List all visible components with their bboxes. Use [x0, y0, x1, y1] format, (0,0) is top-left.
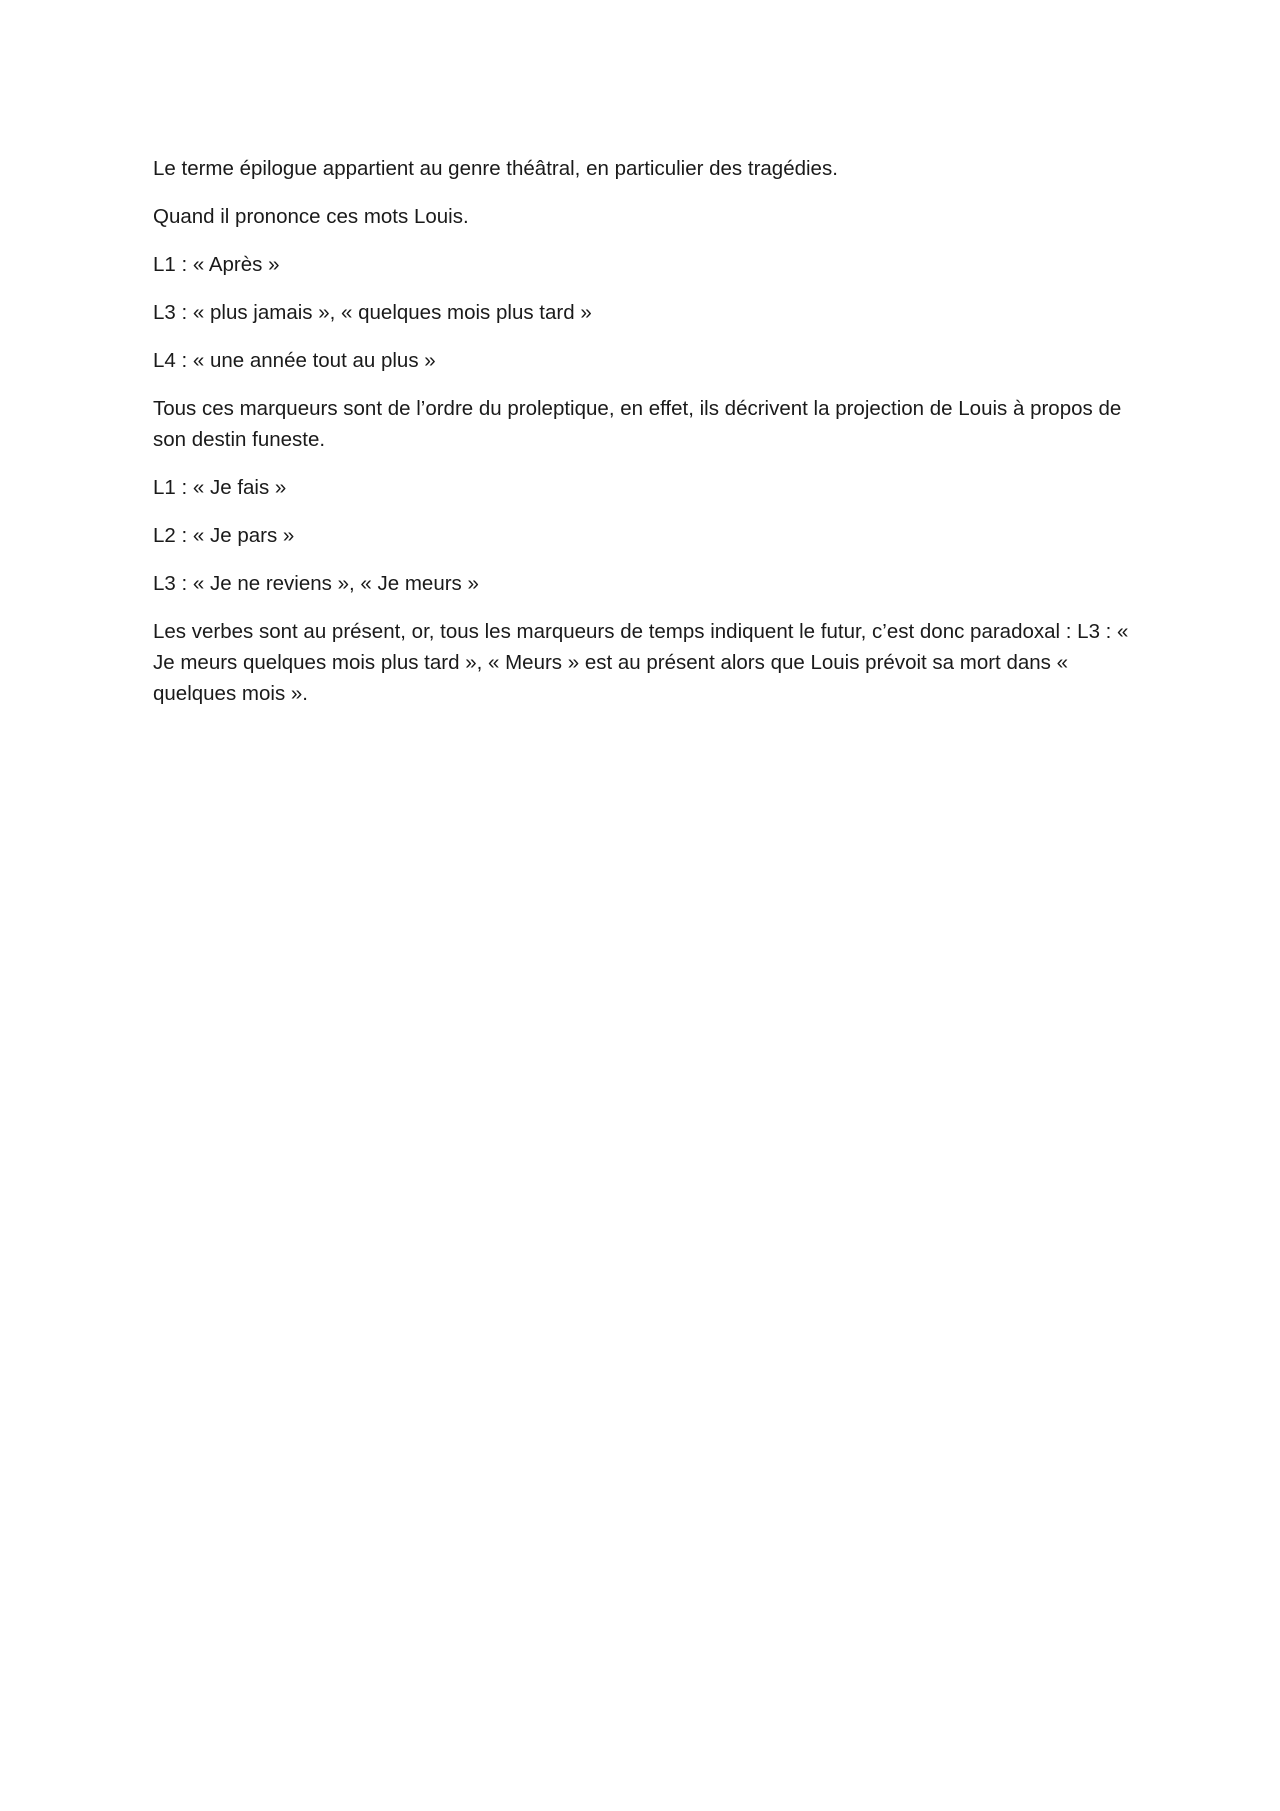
document-body [153, 153, 1133, 726]
quote-line-l4-une-annee: L4 : « une année tout au plus » [153, 349, 436, 372]
paragraph-verbes: Les verbes sont au présent, or, tous les marqueurs de temps indiquent le futur, c’est donc paradoxal : L3 : « Je meurs quelques mois plus tard », « Meurs » est au présent alors que Louis prévoit sa mort dans « quelques mois ». [153, 620, 1129, 705]
quote-line-l1-je-fais: L1 : « Je fais » [153, 476, 287, 499]
quote-line-l3-plus-jamais: L3 : « plus jamais », « quelques mois plus tard » [153, 301, 592, 324]
paragraph-quand: Quand il prononce ces mots Louis. [153, 205, 469, 228]
paragraph-marqueurs: Tous ces marqueurs sont de l’ordre du proleptique, en effet, ils décrivent la projection de Louis à propos de son destin funeste. [153, 397, 1122, 451]
paragraph-intro: Le terme épilogue appartient au genre théâtral, en particulier des tragédies. [153, 157, 838, 180]
quote-line-l2-je-pars: L2 : « Je pars » [153, 524, 295, 547]
quote-line-l3-je-ne-reviens: L3 : « Je ne reviens », « Je meurs » [153, 572, 479, 595]
quote-line-l1-apres: L1 : « Après » [153, 253, 280, 276]
